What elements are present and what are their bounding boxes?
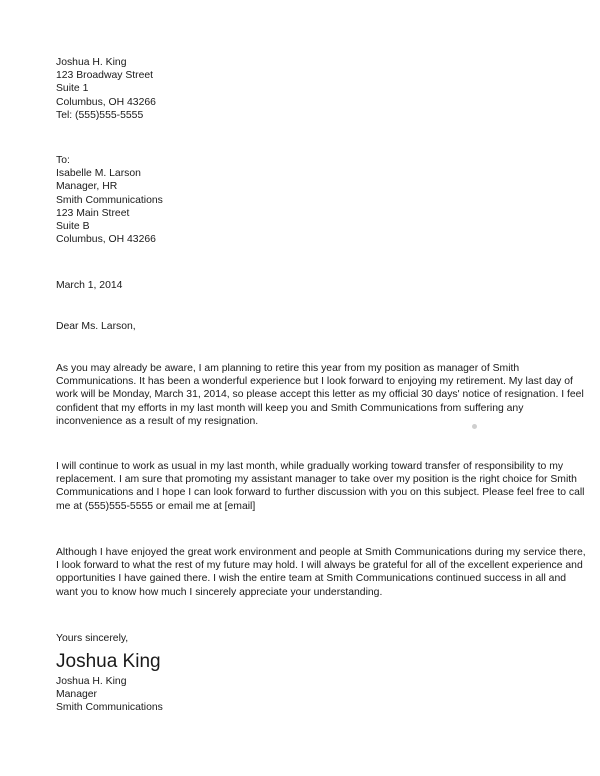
recipient-suite: Suite B	[56, 221, 90, 233]
paragraph-line: I will continue to work as usual in my last month, while gradually working toward transfer of responsibility to my	[56, 461, 564, 472]
recipient-name: Isabelle M. Larson	[56, 168, 141, 180]
sender-name: Joshua H. King	[56, 57, 127, 68]
recipient-street: 123 Main Street	[56, 207, 130, 219]
sender-tel: Tel: (555)555-5555	[56, 109, 144, 121]
body-paragraph-2	[56, 460, 585, 513]
sender-address	[56, 56, 556, 122]
body-paragraph-3	[56, 546, 586, 599]
paragraph-line: work will be Monday, March 31, 2014, so please accept this letter as my official 30 days' notice of resignation. I feel	[56, 389, 584, 401]
paragraph-line: As you may already be aware, I am planning to retire this year from my position as manager of Smith	[56, 363, 520, 374]
paragraph-line: want you to know how much I sincerely appreciate your understanding.	[56, 586, 383, 598]
sender-city: Columbus, OH 43266	[56, 96, 156, 108]
recipient-to-label: To:	[56, 155, 70, 166]
signature-block	[56, 675, 556, 715]
paragraph-line: confident that my efforts in my last month will keep you and Smith Communications from suffering any	[56, 402, 524, 414]
recipient-city: Columbus, OH 43266	[56, 234, 156, 246]
signature-title: Manager	[56, 689, 98, 701]
recipient-title: Manager, HR	[56, 181, 118, 193]
paragraph-line: me at (555)555-5555 or email me at [email]	[56, 500, 256, 512]
paragraph-line: inconvenience as a result of my resignation.	[56, 415, 259, 427]
signature-script: Joshua King	[56, 651, 161, 672]
signature-company: Smith Communications	[56, 702, 163, 714]
stray-dot-mark	[472, 424, 477, 429]
paragraph-line: I look forward to what the rest of my future may hold. I will always be grateful for all of the excellent experience and	[56, 560, 583, 572]
sender-street: 123 Broadway Street	[56, 70, 154, 82]
signature-name: Joshua H. King	[56, 676, 127, 687]
recipient-address	[56, 154, 556, 246]
paragraph-line: Communications and I hope I can look forward to further discussion with you on this subject. Please feel free to call	[56, 487, 585, 499]
paragraph-line: Although I have enjoyed the great work environment and people at Smith Communications during my service there,	[56, 547, 586, 558]
letter-date: March 1, 2014	[56, 280, 123, 291]
sender-suite: Suite 1	[56, 83, 89, 95]
salutation: Dear Ms. Larson,	[56, 321, 136, 332]
paragraph-line: replacement. I am sure that promoting my assistant manager to take over my position is the right choice for Smith	[56, 474, 577, 486]
closing: Yours sincerely,	[56, 633, 129, 644]
recipient-company: Smith Communications	[56, 194, 163, 206]
paragraph-line: opportunities I have gained there. I wish the entire team at Smith Communications continued success in all and	[56, 573, 566, 585]
body-paragraph-1	[56, 362, 584, 428]
paragraph-line: Communications. It has been a wonderful experience but I look forward to enjoying my retirement. My last day of	[56, 376, 573, 388]
